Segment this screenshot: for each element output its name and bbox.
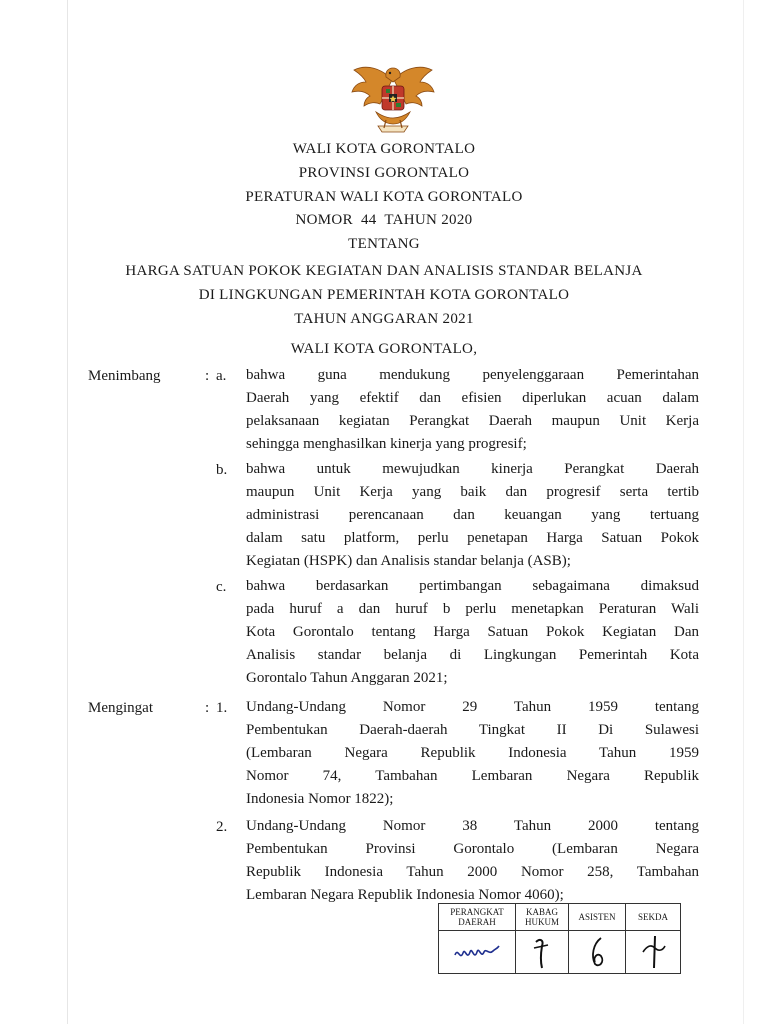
paraf-cell-perangkat-daerah [439,931,516,974]
subject-line-2: DI LINGKUNGAN PEMERINTAH KOTA GORONTALO [198,287,570,303]
regulation-title: PERATURAN WALI KOTA GORONTALO [245,189,523,205]
paraf-header-asisten: ASISTEN [569,904,626,931]
menimbang-item-a-mark: a. [216,368,227,384]
menimbang-item-a [246,364,699,456]
mengingat-2-line: Lembaran Negara Republik Indonesia Nomor 4060); [246,887,564,903]
menimbang-b-line: dalam satu platform, perlu penetapan Harga Satuan Pokok [246,530,699,546]
regulation-number: NOMOR 44 TAHUN 2020 [295,212,473,228]
menimbang-b-line: Kegiatan (HSPK) dan Analisis standar belanja (ASB); [246,553,571,569]
menimbang-item-c [246,575,699,690]
paraf-header-sekda: SEKDA [626,904,681,931]
paraf-cell-sekda [626,931,681,974]
menimbang-a-line: pelaksanaan kegiatan Perangkat Daerah maupun Unit Kerja [246,413,699,429]
menimbang-item-b [246,458,699,573]
mengingat-label: Mengingat [88,700,153,716]
menimbang-c-line: Gorontalo Tahun Anggaran 2021; [246,670,448,686]
menimbang-c-line: pada huruf a dan huruf b perlu menetapkan Peraturan Wali [246,601,699,617]
office-title: WALI KOTA GORONTALO [292,141,476,157]
menimbang-a-line: sehingga menghasilkan kinerja yang progresif; [246,436,527,452]
mengingat-2-line: Undang-Undang Nomor 38 Tahun 2000 tentang [246,818,699,834]
about-heading: TENTANG [348,236,420,252]
mengingat-2-line: Republik Indonesia Tahun 2000 Nomor 258, Tambahan [246,864,699,880]
initials-asisten [577,934,617,970]
mengingat-1-line: Undang-Undang Nomor 29 Tahun 1959 tentang [246,699,699,715]
mengingat-1-line: (Lembaran Negara Republik Indonesia Tahun 1959 [246,745,699,761]
mengingat-1-line: Nomor 74, Tambahan Lembaran Negara Republik [246,768,699,784]
menimbang-a-line: Daerah yang efektif dan efisien diperlukan acuan dalam [246,390,699,406]
paraf-cell-kabag-hukum [516,931,569,974]
paraf-header-perangkat-daerah: PERANGKAT DAERAH [439,904,516,931]
mengingat-item-2 [246,815,699,907]
province-title: PROVINSI GORONTALO [298,165,470,181]
menimbang-item-c-mark: c. [216,579,227,595]
initials-sekda [633,934,673,970]
mengingat-1-line: Pembentukan Daerah-daerah Tingkat II Di Sulawesi [246,722,699,738]
subject-line-1: HARGA SATUAN POKOK KEGIATAN DAN ANALISIS STANDAR BELANJA [125,263,643,279]
garuda-emblem [348,60,438,140]
menimbang-label: Menimbang [88,368,161,384]
authority-line: WALI KOTA GORONTALO, [290,341,478,357]
menimbang-b-line: administrasi perencanaan dan keuangan yang tertuang [246,507,699,523]
menimbang-a-line: bahwa guna mendukung penyelenggaraan Pemerintahan [246,367,699,383]
paraf-table [438,903,681,974]
menimbang-b-line: bahwa untuk mewujudkan kinerja Perangkat Daerah [246,461,699,477]
mengingat-item-1-mark: 1. [216,700,228,716]
paraf-cell-asisten [569,931,626,974]
mengingat-2-line: Pembentukan Provinsi Gorontalo (Lembaran Negara [246,841,699,857]
menimbang-colon: : [205,368,210,384]
menimbang-c-line: Analisis standar belanja di Lingkungan Pemerintah Kota [246,647,699,663]
mengingat-colon: : [205,700,210,716]
menimbang-b-line: maupun Unit Kerja yang baik dan progresif serta tertib [246,484,699,500]
mengingat-1-line: Indonesia Nomor 1822); [246,791,394,807]
menimbang-c-line: Kota Gorontalo tentang Harga Satuan Pokok Kegiatan Dan [246,624,699,640]
paraf-header-kabag-hukum: KABAG HUKUM [516,904,569,931]
initials-perangkat-daerah [449,937,505,967]
mengingat-item-2-mark: 2. [216,819,228,835]
subject-line-3: TAHUN ANGGARAN 2021 [294,311,474,327]
menimbang-item-b-mark: b. [216,462,228,478]
menimbang-c-line: bahwa berdasarkan pertimbangan sebagaimana dimaksud [246,578,699,594]
initials-kabag-hukum [522,934,562,970]
mengingat-item-1 [246,696,699,811]
